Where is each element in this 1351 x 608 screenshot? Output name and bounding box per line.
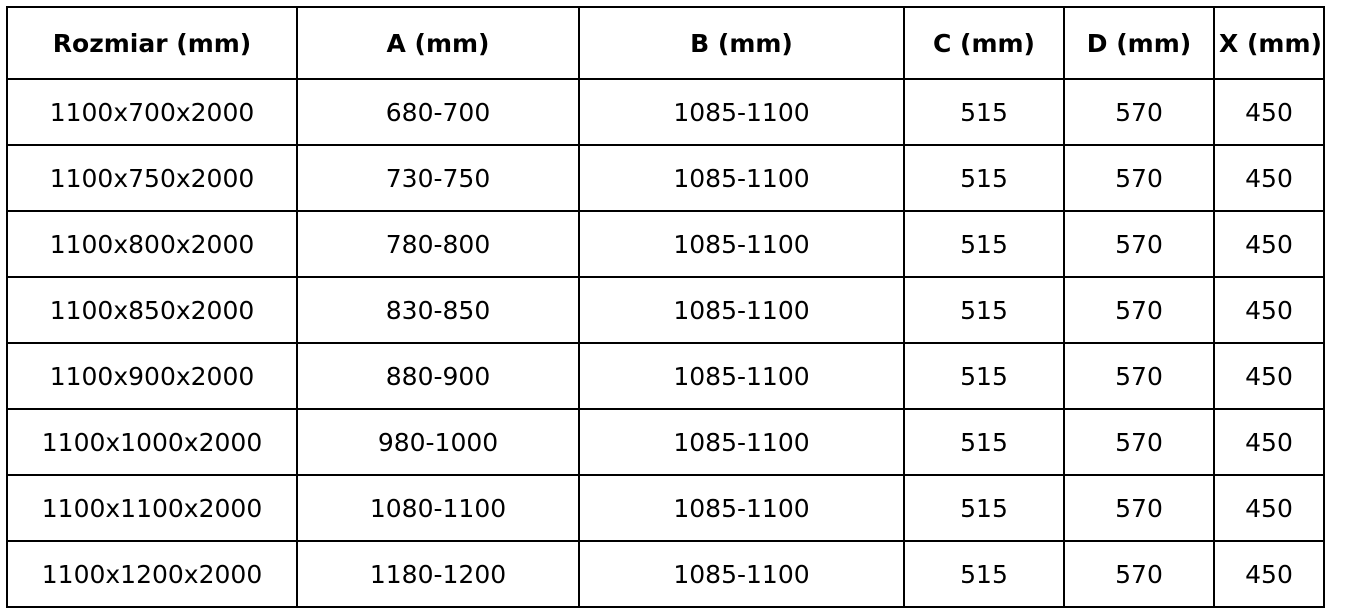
column-header-d: D (mm) (1064, 7, 1214, 79)
cell-d: 570 (1064, 343, 1214, 409)
cell-d: 570 (1064, 475, 1214, 541)
cell-rozmiar: 1100x1000x2000 (7, 409, 297, 475)
cell-rozmiar: 1100x800x2000 (7, 211, 297, 277)
cell-x: 450 (1214, 145, 1324, 211)
cell-rozmiar: 1100x1200x2000 (7, 541, 297, 607)
cell-x: 450 (1214, 79, 1324, 145)
cell-d: 570 (1064, 277, 1214, 343)
cell-x: 450 (1214, 475, 1324, 541)
cell-b: 1085-1100 (579, 475, 904, 541)
cell-c: 515 (904, 343, 1064, 409)
cell-a: 1080-1100 (297, 475, 579, 541)
table-row (7, 409, 1324, 475)
cell-a: 880-900 (297, 343, 579, 409)
column-header-a: A (mm) (297, 7, 579, 79)
cell-a: 830-850 (297, 277, 579, 343)
cell-a: 680-700 (297, 79, 579, 145)
column-header-c: C (mm) (904, 7, 1064, 79)
cell-rozmiar: 1100x1100x2000 (7, 475, 297, 541)
column-header-rozmiar: Rozmiar (mm) (7, 7, 297, 79)
cell-b: 1085-1100 (579, 277, 904, 343)
cell-c: 515 (904, 145, 1064, 211)
table-body (7, 79, 1324, 607)
table-row (7, 343, 1324, 409)
cell-c: 515 (904, 211, 1064, 277)
cell-c: 515 (904, 475, 1064, 541)
cell-x: 450 (1214, 277, 1324, 343)
cell-c: 515 (904, 541, 1064, 607)
cell-a: 730-750 (297, 145, 579, 211)
table-row (7, 277, 1324, 343)
table-row (7, 475, 1324, 541)
cell-b: 1085-1100 (579, 211, 904, 277)
cell-c: 515 (904, 79, 1064, 145)
cell-rozmiar: 1100x900x2000 (7, 343, 297, 409)
cell-d: 570 (1064, 211, 1214, 277)
table-row (7, 211, 1324, 277)
cell-x: 450 (1214, 541, 1324, 607)
cell-b: 1085-1100 (579, 541, 904, 607)
cell-b: 1085-1100 (579, 79, 904, 145)
table-header (7, 7, 1324, 79)
cell-x: 450 (1214, 343, 1324, 409)
cell-rozmiar: 1100x700x2000 (7, 79, 297, 145)
cell-b: 1085-1100 (579, 343, 904, 409)
table-row (7, 145, 1324, 211)
dimensions-table (6, 6, 1325, 608)
cell-c: 515 (904, 409, 1064, 475)
table-row (7, 541, 1324, 607)
cell-rozmiar: 1100x850x2000 (7, 277, 297, 343)
column-header-x: X (mm) (1214, 7, 1324, 79)
cell-b: 1085-1100 (579, 409, 904, 475)
cell-x: 450 (1214, 409, 1324, 475)
cell-d: 570 (1064, 409, 1214, 475)
cell-d: 570 (1064, 145, 1214, 211)
cell-x: 450 (1214, 211, 1324, 277)
cell-rozmiar: 1100x750x2000 (7, 145, 297, 211)
cell-d: 570 (1064, 79, 1214, 145)
table-row (7, 79, 1324, 145)
table-header-row (7, 7, 1324, 79)
cell-a: 1180-1200 (297, 541, 579, 607)
cell-c: 515 (904, 277, 1064, 343)
cell-a: 780-800 (297, 211, 579, 277)
cell-a: 980-1000 (297, 409, 579, 475)
cell-b: 1085-1100 (579, 145, 904, 211)
cell-d: 570 (1064, 541, 1214, 607)
column-header-b: B (mm) (579, 7, 904, 79)
